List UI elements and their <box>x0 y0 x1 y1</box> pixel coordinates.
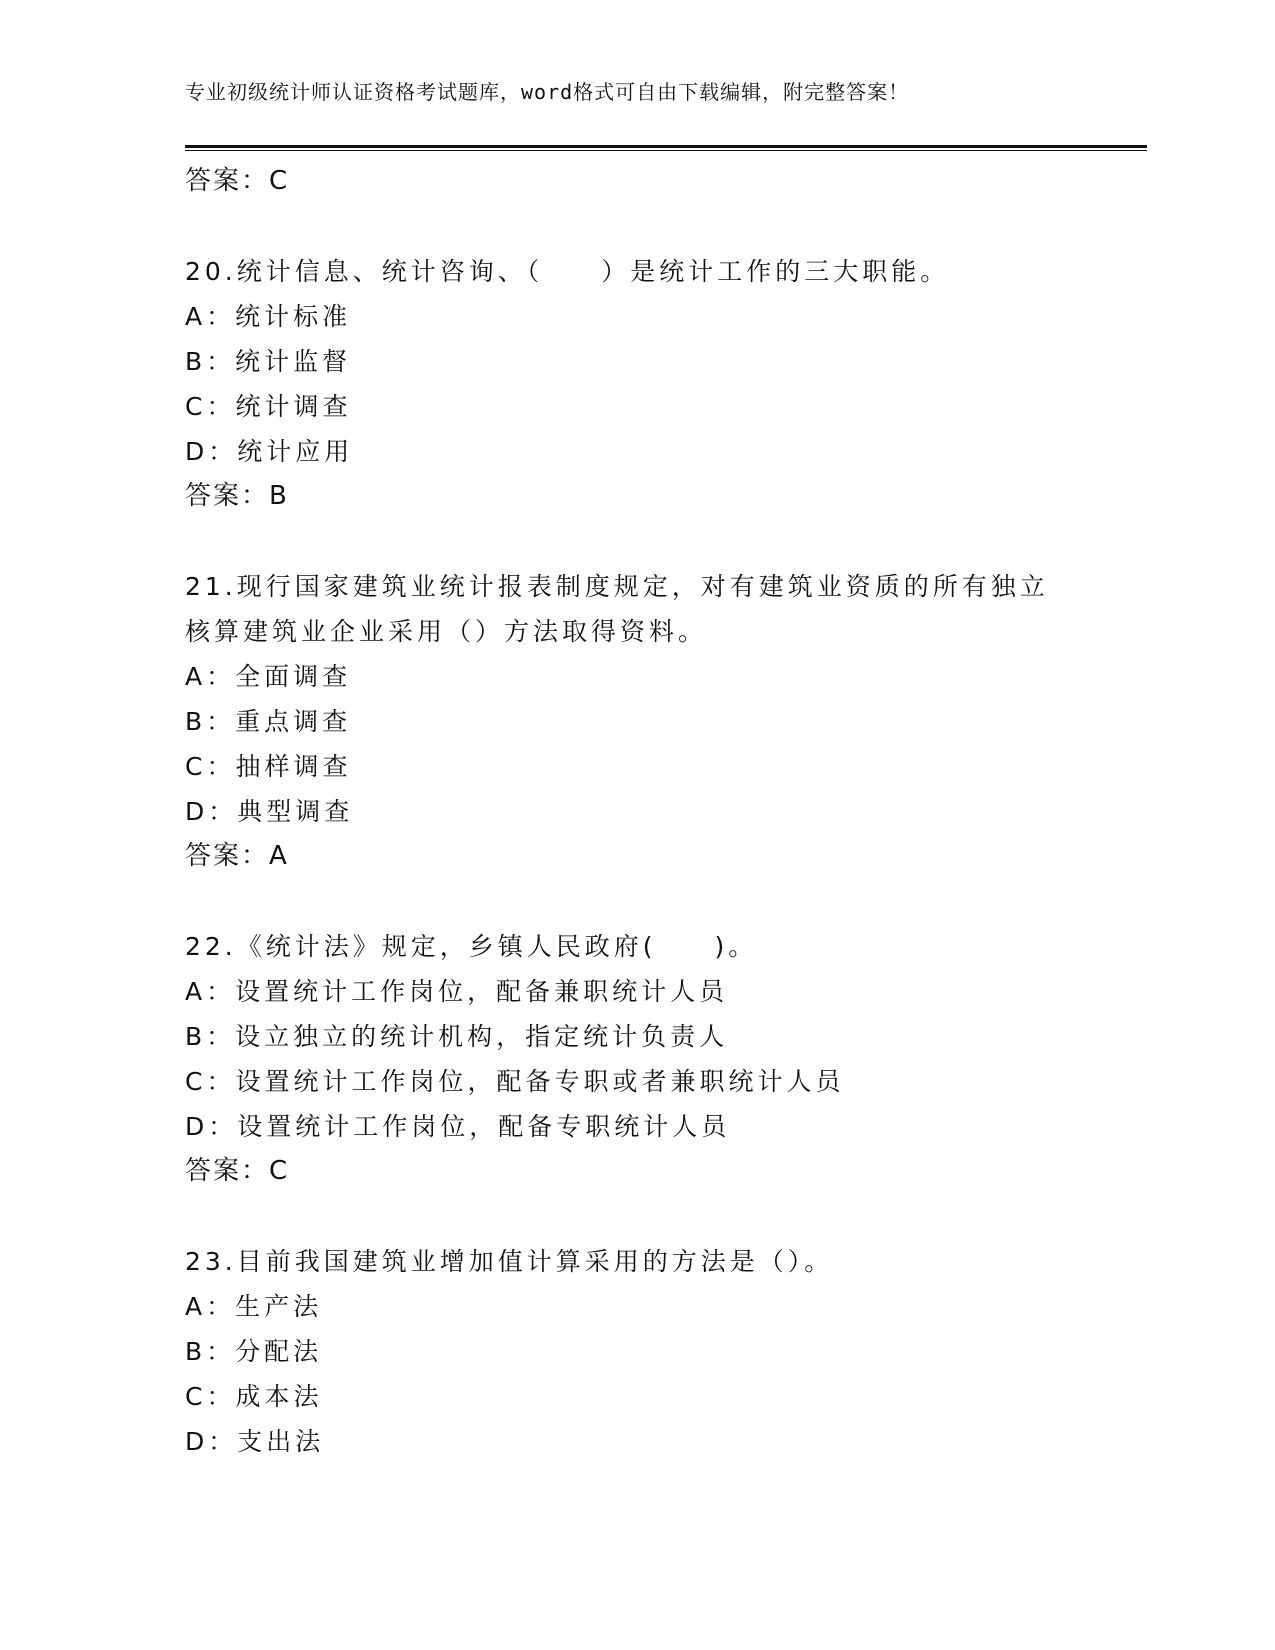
question-block <box>185 924 1085 1194</box>
option-c: C：抽样调查 <box>185 752 352 781</box>
option-b: B：分配法 <box>185 1337 323 1366</box>
header-divider-thin <box>185 150 1147 151</box>
option-c: C：成本法 <box>185 1382 323 1411</box>
option-a: A：全面调查 <box>185 662 352 691</box>
option-b: B：设立独立的统计机构，指定统计负责人 <box>185 1022 729 1051</box>
option-d: D：统计应用 <box>185 437 354 466</box>
question-block <box>185 249 1085 519</box>
option-a: A：设置统计工作岗位，配备兼职统计人员 <box>185 977 729 1006</box>
option-a: A：统计标准 <box>185 302 352 331</box>
question-stem: 20.统计信息、统计咨询、（ ）是统计工作的三大职能。 <box>185 257 950 286</box>
question-stem: 21.现行国家建筑业统计报表制度规定，对有建筑业资质的所有独立核算建筑业企业采用（）方法取得资料。 <box>185 572 1049 646</box>
question-stem: 22.《统计法》规定，乡镇人民政府( )。 <box>185 932 758 961</box>
option-c: C：统计调查 <box>185 392 352 421</box>
option-d: D：支出法 <box>185 1427 325 1456</box>
answer-line: 答案：C <box>185 166 290 196</box>
option-c: C：设置统计工作岗位，配备专职或者兼职统计人员 <box>185 1067 845 1096</box>
option-b: B：重点调查 <box>185 707 352 736</box>
answer-line: 答案：C <box>185 1156 290 1186</box>
option-a: A：生产法 <box>185 1292 323 1321</box>
answer-line: 答案：B <box>185 481 289 511</box>
answer-line: 答案：A <box>185 841 289 871</box>
page-header: 专业初级统计师认证资格考试题库，word格式可自由下载编辑，附完整答案！ <box>185 80 910 104</box>
question-stem: 23.目前我国建筑业增加值计算采用的方法是（）。 <box>185 1247 834 1276</box>
option-d: D：典型调查 <box>185 797 354 826</box>
question-block <box>185 564 1085 879</box>
question-list <box>185 159 1085 1464</box>
header-divider-thick <box>185 145 1147 148</box>
question-block <box>185 1239 1085 1464</box>
option-b: B：统计监督 <box>185 347 352 376</box>
option-d: D：设置统计工作岗位，配备专职统计人员 <box>185 1112 731 1141</box>
